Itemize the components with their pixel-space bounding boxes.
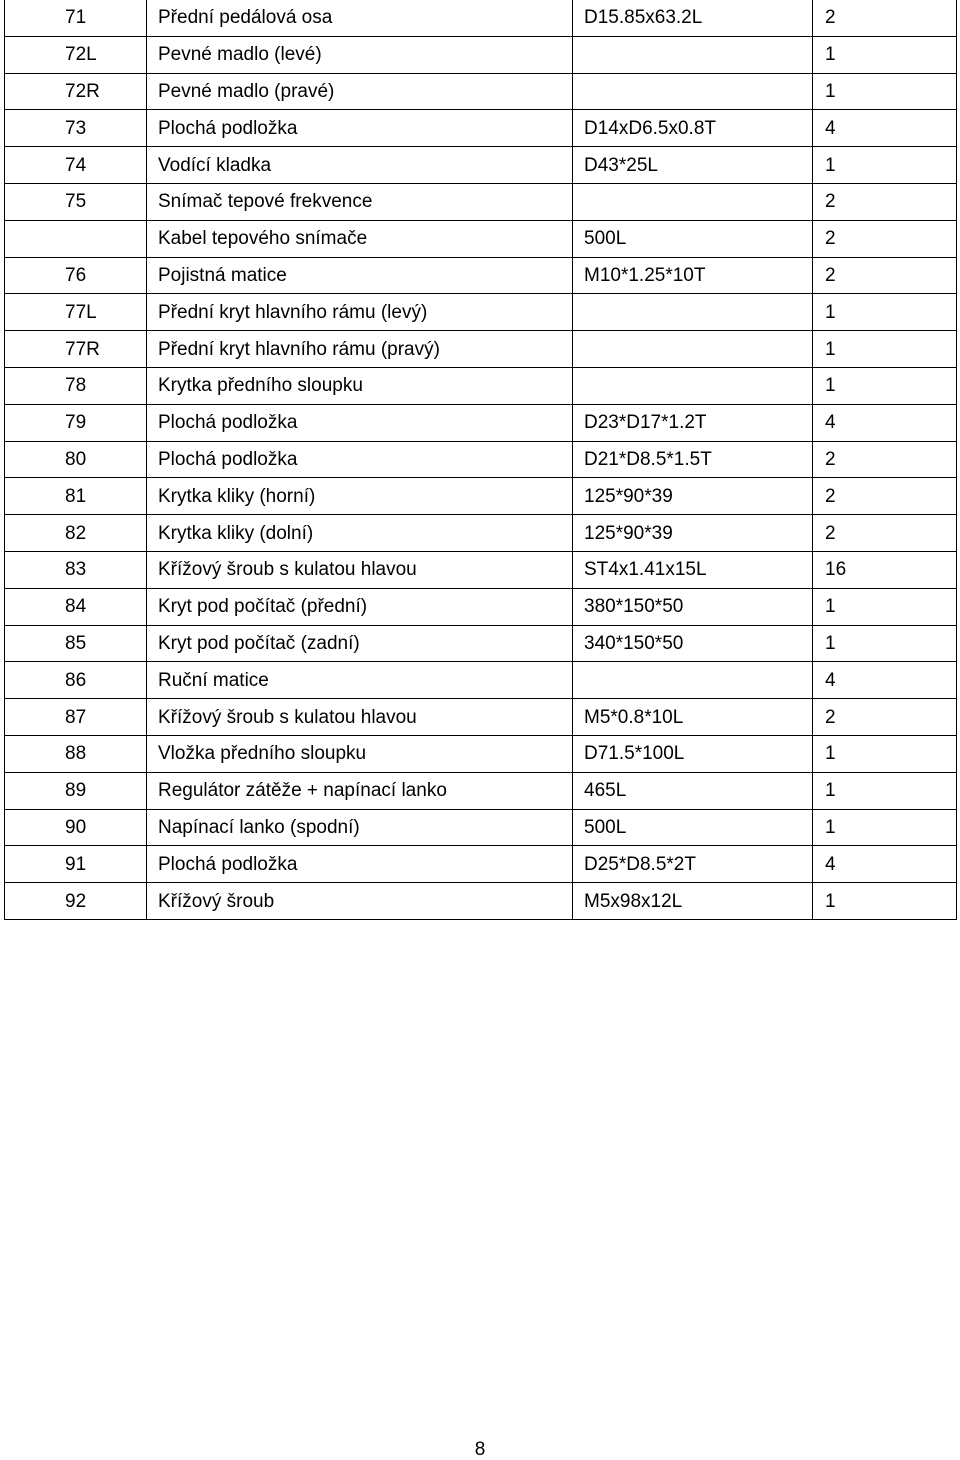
table-row <box>5 257 957 294</box>
part-name-cell: Přední kryt hlavního rámu (pravý) <box>147 331 573 368</box>
part-quantity-cell: 2 <box>813 478 957 515</box>
table-row <box>5 0 957 36</box>
part-spec-cell <box>573 331 813 368</box>
table-row <box>5 478 957 515</box>
part-quantity-cell: 1 <box>813 36 957 73</box>
table-row <box>5 220 957 257</box>
table-row <box>5 809 957 846</box>
part-number-cell: 87 <box>5 699 147 736</box>
part-quantity-cell: 4 <box>813 846 957 883</box>
part-number-cell: 84 <box>5 588 147 625</box>
part-spec-cell: 340*150*50 <box>573 625 813 662</box>
part-name-cell: Plochá podložka <box>147 441 573 478</box>
part-name-cell: Křížový šroub <box>147 883 573 920</box>
table-row <box>5 73 957 110</box>
part-name-cell: Pevné madlo (levé) <box>147 36 573 73</box>
table-row <box>5 147 957 184</box>
part-spec-cell: D43*25L <box>573 147 813 184</box>
part-quantity-cell: 1 <box>813 367 957 404</box>
part-spec-cell: D15.85x63.2L <box>573 0 813 36</box>
part-number-cell: 90 <box>5 809 147 846</box>
parts-table-body <box>5 0 957 919</box>
part-spec-cell: D25*D8.5*2T <box>573 846 813 883</box>
part-number-cell: 72R <box>5 73 147 110</box>
part-name-cell: Plochá podložka <box>147 846 573 883</box>
part-number-cell <box>5 220 147 257</box>
table-row <box>5 551 957 588</box>
part-name-cell: Napínací lanko (spodní) <box>147 809 573 846</box>
part-number-cell: 77R <box>5 331 147 368</box>
table-row <box>5 294 957 331</box>
table-row <box>5 367 957 404</box>
table-row <box>5 404 957 441</box>
table-row <box>5 588 957 625</box>
part-name-cell: Krytka kliky (dolní) <box>147 515 573 552</box>
part-spec-cell: D14xD6.5x0.8T <box>573 110 813 147</box>
part-quantity-cell: 2 <box>813 699 957 736</box>
part-name-cell: Snímač tepové frekvence <box>147 183 573 220</box>
table-row <box>5 625 957 662</box>
table-row <box>5 772 957 809</box>
part-number-cell: 91 <box>5 846 147 883</box>
part-name-cell: Přední pedálová osa <box>147 0 573 36</box>
part-quantity-cell: 4 <box>813 404 957 441</box>
part-number-cell: 81 <box>5 478 147 515</box>
part-number-cell: 88 <box>5 735 147 772</box>
table-row <box>5 515 957 552</box>
part-spec-cell <box>573 294 813 331</box>
part-name-cell: Plochá podložka <box>147 404 573 441</box>
part-spec-cell: 380*150*50 <box>573 588 813 625</box>
part-quantity-cell: 1 <box>813 883 957 920</box>
part-spec-cell <box>573 36 813 73</box>
part-quantity-cell: 1 <box>813 625 957 662</box>
part-name-cell: Kryt pod počítač (zadní) <box>147 625 573 662</box>
part-name-cell: Plochá podložka <box>147 110 573 147</box>
table-row <box>5 441 957 478</box>
part-number-cell: 89 <box>5 772 147 809</box>
part-name-cell: Přední kryt hlavního rámu (levý) <box>147 294 573 331</box>
part-name-cell: Krytka předního sloupku <box>147 367 573 404</box>
part-quantity-cell: 4 <box>813 662 957 699</box>
part-number-cell: 77L <box>5 294 147 331</box>
part-spec-cell: 500L <box>573 809 813 846</box>
part-quantity-cell: 4 <box>813 110 957 147</box>
part-spec-cell <box>573 73 813 110</box>
part-spec-cell: ST4x1.41x15L <box>573 551 813 588</box>
part-number-cell: 76 <box>5 257 147 294</box>
part-number-cell: 74 <box>5 147 147 184</box>
part-spec-cell: M5*0.8*10L <box>573 699 813 736</box>
part-spec-cell: 125*90*39 <box>573 515 813 552</box>
part-name-cell: Kabel tepového snímače <box>147 220 573 257</box>
part-quantity-cell: 2 <box>813 257 957 294</box>
part-spec-cell: M10*1.25*10T <box>573 257 813 294</box>
part-spec-cell: 500L <box>573 220 813 257</box>
part-number-cell: 80 <box>5 441 147 478</box>
part-number-cell: 86 <box>5 662 147 699</box>
part-quantity-cell: 1 <box>813 73 957 110</box>
part-number-cell: 85 <box>5 625 147 662</box>
part-name-cell: Vložka předního sloupku <box>147 735 573 772</box>
table-row <box>5 662 957 699</box>
page-number: 8 <box>474 1439 486 1460</box>
part-spec-cell: 125*90*39 <box>573 478 813 515</box>
part-name-cell: Krytka kliky (horní) <box>147 478 573 515</box>
part-quantity-cell: 1 <box>813 294 957 331</box>
part-spec-cell <box>573 367 813 404</box>
part-quantity-cell: 1 <box>813 331 957 368</box>
part-name-cell: Ruční matice <box>147 662 573 699</box>
part-spec-cell <box>573 183 813 220</box>
part-name-cell: Regulátor zátěže + napínací lanko <box>147 772 573 809</box>
part-number-cell: 71 <box>5 0 147 36</box>
part-name-cell: Křížový šroub s kulatou hlavou <box>147 551 573 588</box>
part-quantity-cell: 2 <box>813 515 957 552</box>
table-row <box>5 846 957 883</box>
part-spec-cell: D21*D8.5*1.5T <box>573 441 813 478</box>
part-quantity-cell: 1 <box>813 809 957 846</box>
table-row <box>5 735 957 772</box>
part-quantity-cell: 16 <box>813 551 957 588</box>
part-quantity-cell: 2 <box>813 220 957 257</box>
table-row <box>5 183 957 220</box>
part-quantity-cell: 1 <box>813 588 957 625</box>
part-name-cell: Pevné madlo (pravé) <box>147 73 573 110</box>
part-name-cell: Vodící kladka <box>147 147 573 184</box>
part-number-cell: 72L <box>5 36 147 73</box>
part-number-cell: 79 <box>5 404 147 441</box>
parts-table <box>4 0 957 920</box>
part-name-cell: Křížový šroub s kulatou hlavou <box>147 699 573 736</box>
part-quantity-cell: 2 <box>813 441 957 478</box>
part-number-cell: 82 <box>5 515 147 552</box>
part-name-cell: Kryt pod počítač (přední) <box>147 588 573 625</box>
table-row <box>5 110 957 147</box>
part-spec-cell: 465L <box>573 772 813 809</box>
part-quantity-cell: 1 <box>813 772 957 809</box>
part-number-cell: 92 <box>5 883 147 920</box>
table-row <box>5 36 957 73</box>
part-spec-cell: D71.5*100L <box>573 735 813 772</box>
part-spec-cell: M5x98x12L <box>573 883 813 920</box>
part-number-cell: 83 <box>5 551 147 588</box>
part-quantity-cell: 1 <box>813 147 957 184</box>
part-number-cell: 73 <box>5 110 147 147</box>
table-row <box>5 883 957 920</box>
part-spec-cell <box>573 662 813 699</box>
part-quantity-cell: 2 <box>813 0 957 36</box>
part-number-cell: 75 <box>5 183 147 220</box>
part-number-cell: 78 <box>5 367 147 404</box>
part-quantity-cell: 2 <box>813 183 957 220</box>
table-row <box>5 331 957 368</box>
part-name-cell: Pojistná matice <box>147 257 573 294</box>
table-row <box>5 699 957 736</box>
part-quantity-cell: 1 <box>813 735 957 772</box>
part-spec-cell: D23*D17*1.2T <box>573 404 813 441</box>
